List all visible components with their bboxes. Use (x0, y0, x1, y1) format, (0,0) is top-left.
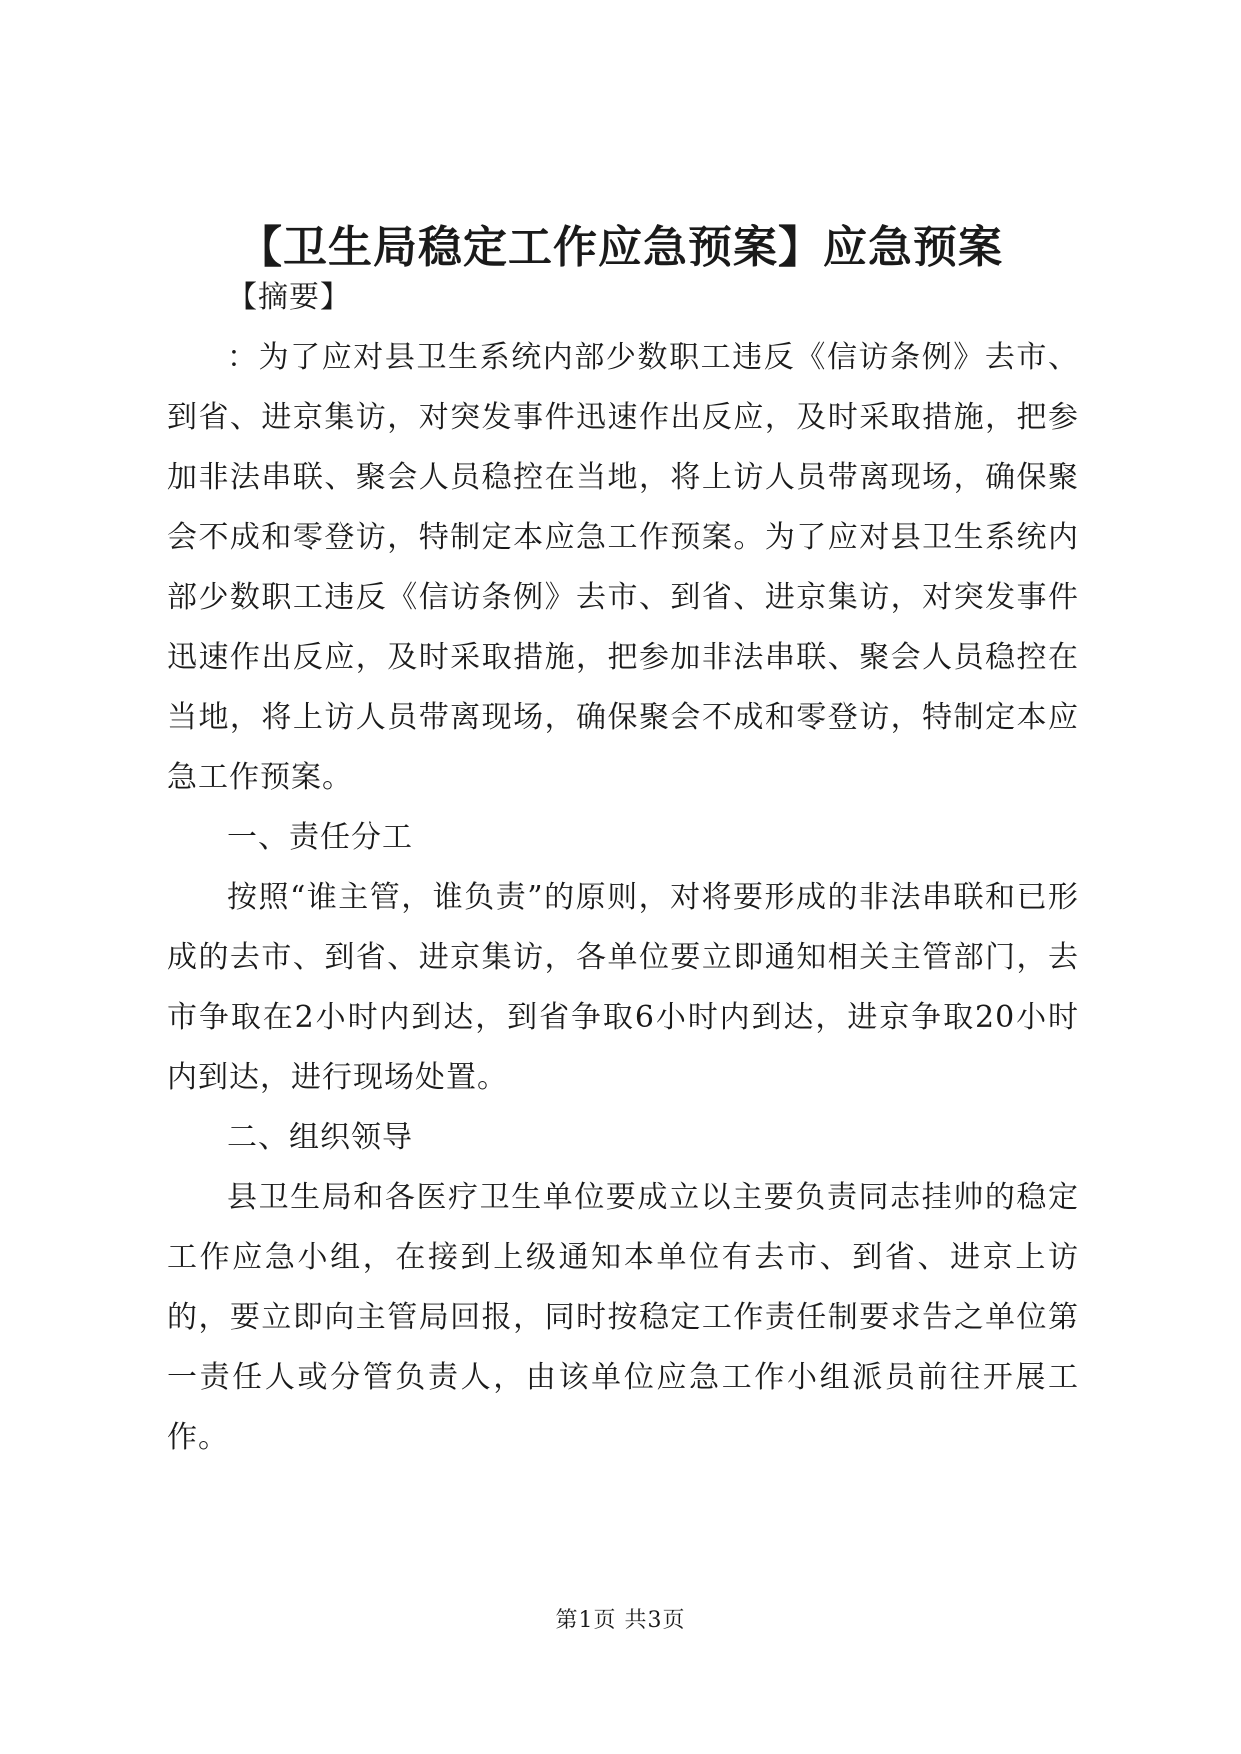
abstract-label: 【摘要】 (227, 280, 351, 315)
abstract-paragraph: ：为了应对县卫生系统内部少数职工违反《信访条例》去市、到省、进京集访，对突发事件迅速作出反应，及时采取措施，把参加非法串联、聚会人员稳控在当地，将上访人员带离现场，确保聚会不成和零登访，特制定本应急工作预案。为了应对县卫生系统内部少数职工违反《信访条例》去市、到省、进京集访，对突发事件迅速作出反应，及时采取措施，把参加非法串联、聚会人员稳控在当地，将上访人员带离现场，确保聚会不成和零登访，特制定本应急工作预案。 (167, 340, 1079, 795)
responsibility-paragraph: 按照“谁主管，谁负责”的原则，对将要形成的非法串联和已形成的去市、到省、进京集访，各单位要立即通知相关主管部门，去市争取在2小时内到达，到省争取6小时内到达，进京争取20小时内到达，进行现场处置。 (167, 880, 1079, 1095)
document-body (167, 268, 1079, 1468)
leadership-paragraph: 县卫生局和各医疗卫生单位要成立以主要负责同志挂帅的稳定工作应急小组，在接到上级通知本单位有去市、到省、进京上访的，要立即向主管局回报，同时按稳定工作责任制要求告之单位第一责任人或分管负责人，由该单位应急工作小组派员前往开展工作。 (167, 1180, 1079, 1455)
section-heading-leadership: 二、组织领导 (227, 1120, 413, 1155)
page-number-footer: 第1页 共3页 (555, 1608, 686, 1633)
section-heading-responsibility: 一、责任分工 (227, 820, 413, 855)
document-title: 【卫生局稳定工作应急预案】应急预案 (238, 222, 1003, 273)
